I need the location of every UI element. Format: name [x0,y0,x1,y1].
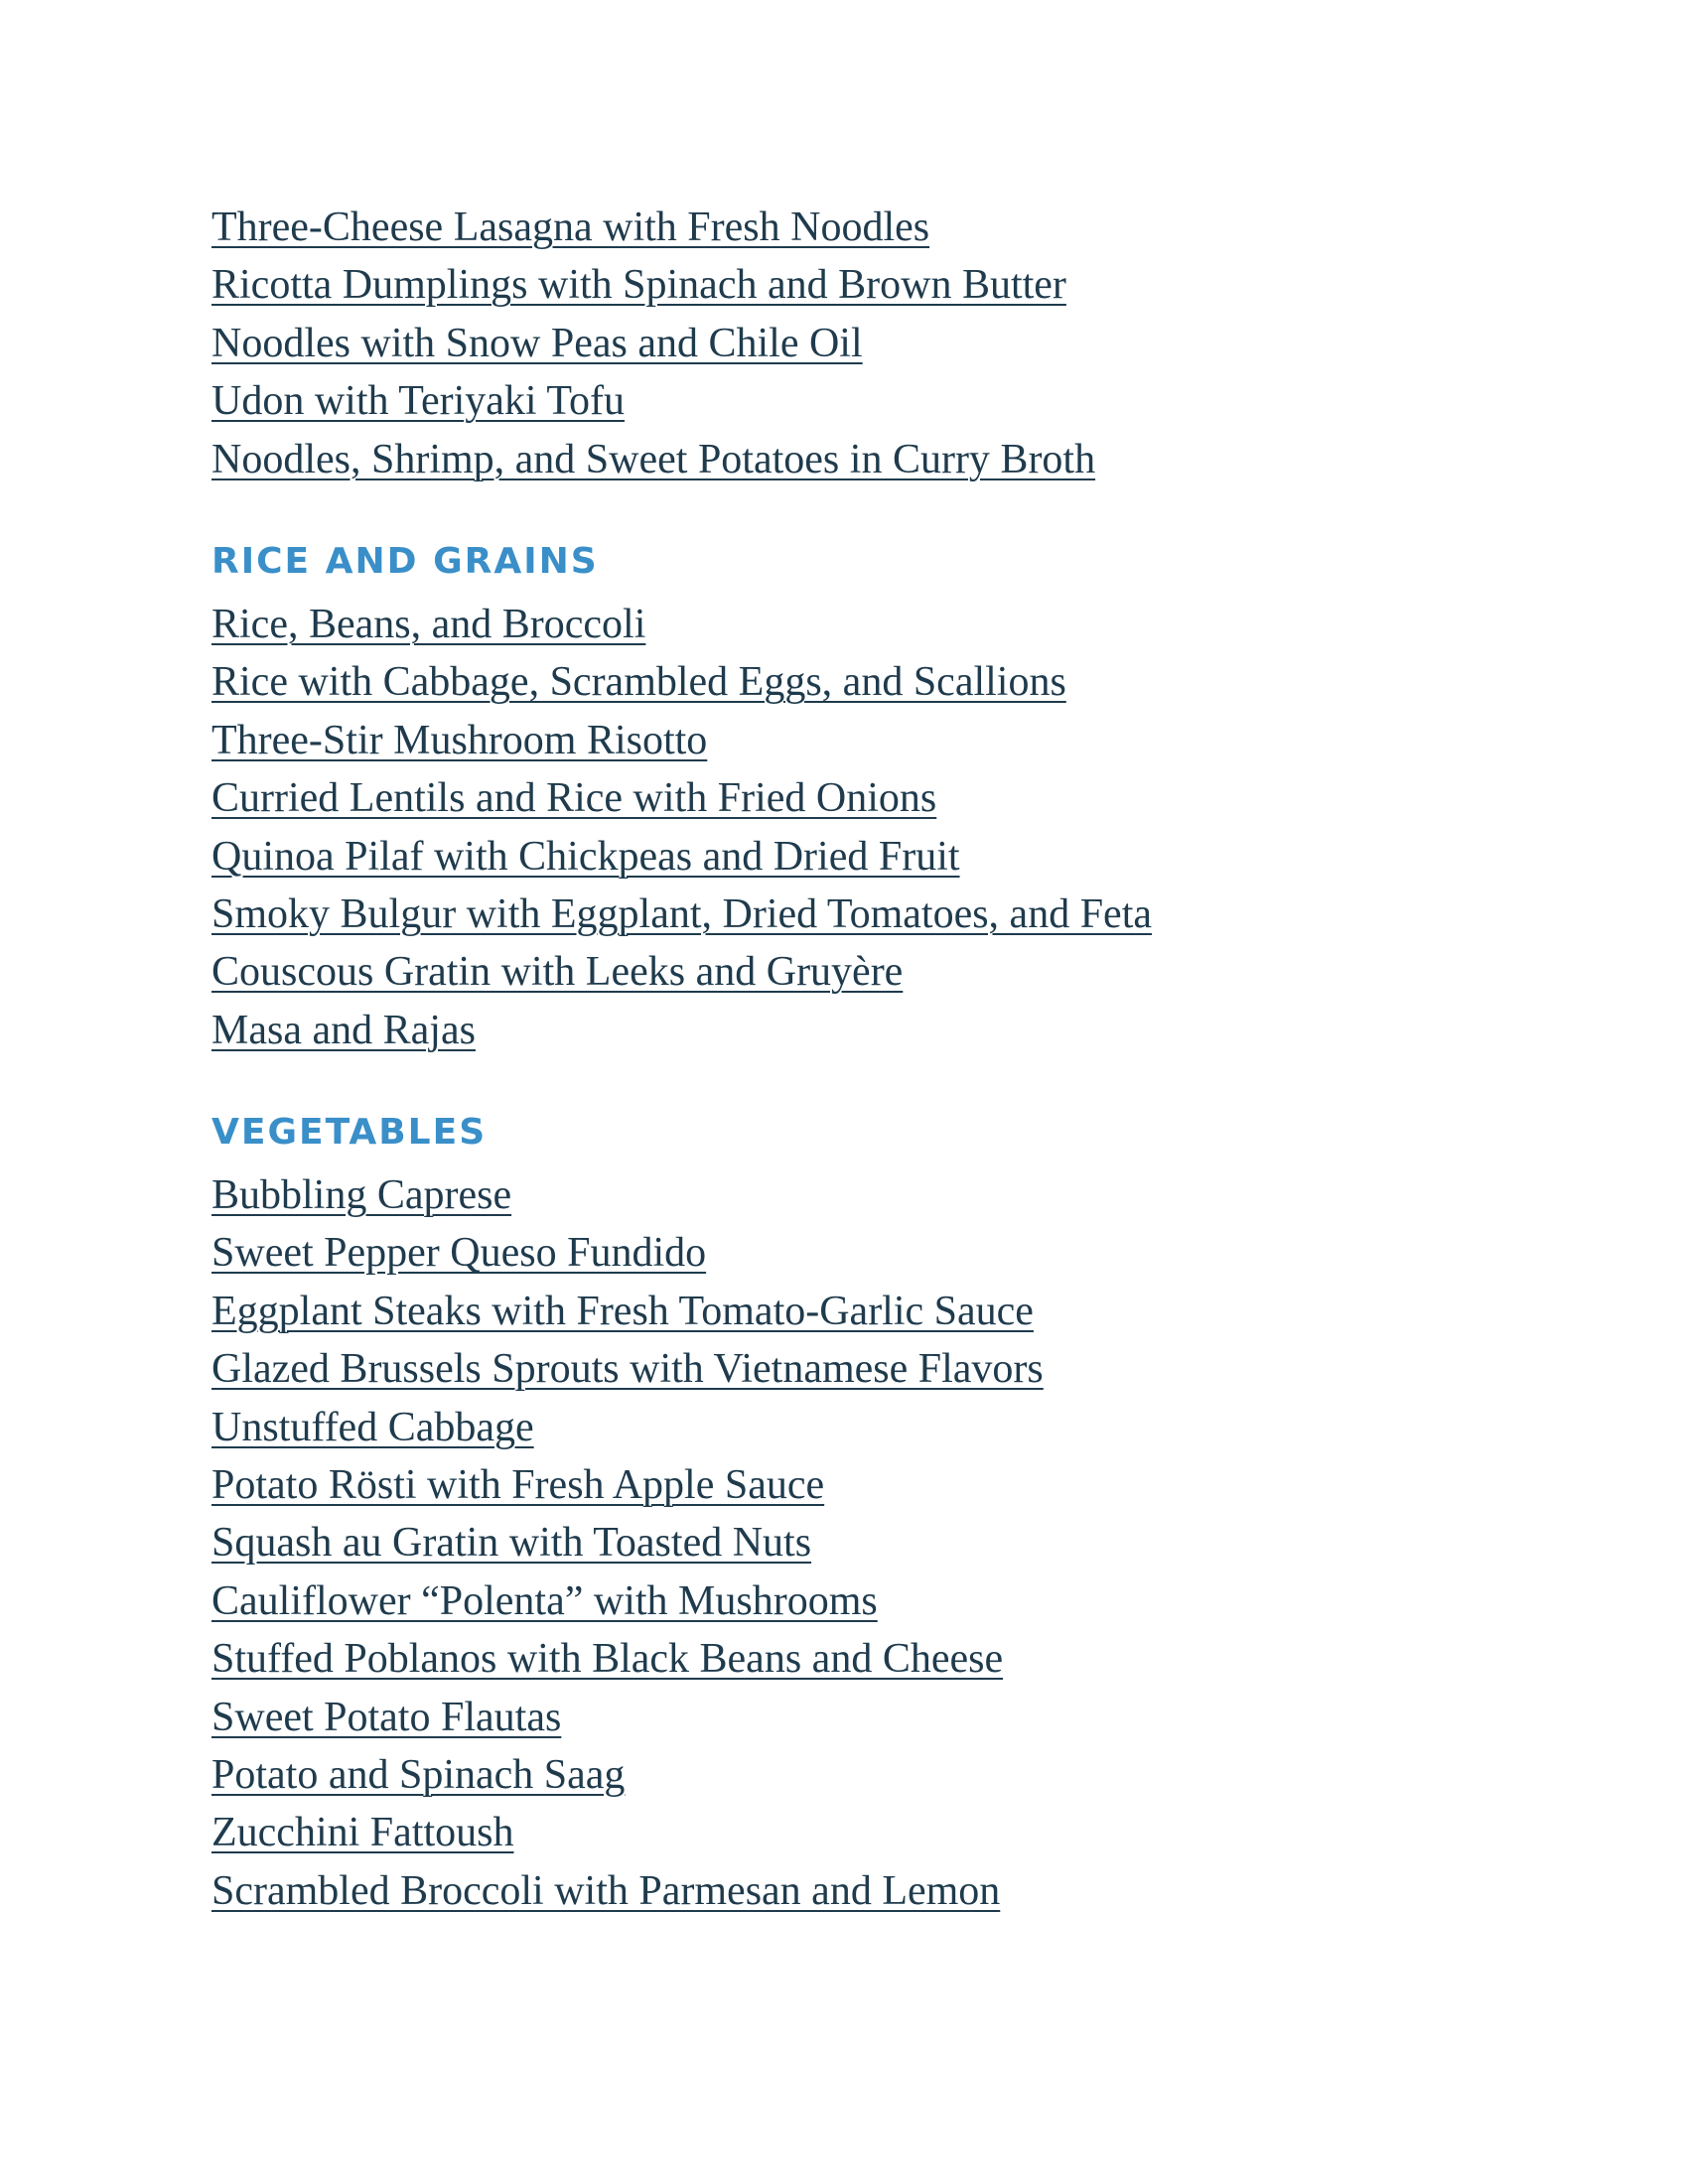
recipe-link[interactable]: Three-Stir Mushroom Risotto [211,717,708,763]
rice-and-grains-recipe-list [211,596,1502,1059]
recipe-link[interactable]: Eggplant Steaks with Fresh Tomato-Garlic Sauce [211,1288,1034,1334]
recipe-link[interactable]: Rice, Beans, and Broccoli [211,601,646,647]
recipe-link[interactable]: Noodles, Shrimp, and Sweet Potatoes in Curry Broth [211,436,1096,482]
list-item [211,828,1502,886]
recipe-link[interactable]: Potato Rösti with Fresh Apple Sauce [211,1462,825,1509]
recipe-link[interactable]: Scrambled Broccoli with Parmesan and Lemon [211,1867,1001,1914]
list-item [211,372,1502,430]
recipe-link[interactable]: Squash au Gratin with Toasted Nuts [211,1520,812,1567]
recipe-link[interactable]: Three-Cheese Lasagna with Fresh Noodles [211,205,930,250]
recipe-link[interactable]: Zucchini Fattoush [211,1810,514,1856]
list-item [211,1002,1502,1059]
recipe-link[interactable]: Quinoa Pilaf with Chickpeas and Dried Fruit [211,833,960,880]
list-item [211,199,1502,256]
section-spacer [211,1059,1502,1099]
list-item [211,596,1502,653]
list-item [211,315,1502,372]
list-item [211,1456,1502,1514]
list-item [211,1399,1502,1456]
list-item [211,1514,1502,1571]
list-item [211,1689,1502,1746]
recipe-link[interactable]: Ricotta Dumplings with Spinach and Brown Butter [211,262,1066,309]
list-item [211,1746,1502,1804]
noodles-recipe-list [211,199,1502,488]
recipe-link[interactable]: Sweet Pepper Queso Fundido [211,1230,707,1277]
recipe-link[interactable]: Rice with Cabbage, Scrambled Eggs, and Scallions [211,659,1066,706]
list-item [211,1862,1502,1920]
recipe-link[interactable]: Curried Lentils and Rice with Fried Onions [211,775,937,822]
recipe-link[interactable]: Potato and Spinach Saag [211,1751,626,1798]
list-item [211,886,1502,943]
list-item [211,653,1502,711]
recipe-contents-page [211,199,1502,1920]
recipe-link[interactable]: Couscous Gratin with Leeks and Gruyère [211,949,904,996]
list-item [211,943,1502,1001]
recipe-link[interactable]: Bubbling Caprese [211,1172,512,1219]
section-heading-vegetables: VEGETABLES [211,1112,488,1154]
recipe-link[interactable]: Masa and Rajas [211,1007,476,1053]
list-item [211,1166,1502,1224]
vegetables-recipe-list [211,1166,1502,1920]
list-item [211,712,1502,769]
list-item [211,1224,1502,1282]
recipe-link[interactable]: Smoky Bulgur with Eggplant, Dried Tomatoes, and Feta [211,890,1153,937]
list-item [211,769,1502,827]
section-spacer [211,488,1502,528]
recipe-link[interactable]: Glazed Brussels Sprouts with Vietnamese Flavors [211,1346,1044,1393]
recipe-link[interactable]: Udon with Teriyaki Tofu [211,378,626,425]
section-heading-rice-and-grains: RICE AND GRAINS [211,540,599,582]
recipe-link[interactable]: Noodles with Snow Peas and Chile Oil [211,320,863,366]
list-item [211,1630,1502,1688]
recipe-link[interactable]: Cauliflower “Polenta” with Mushrooms [211,1577,878,1624]
recipe-link[interactable]: Unstuffed Cabbage [211,1404,534,1450]
list-item [211,1283,1502,1340]
list-item [211,256,1502,314]
recipe-link[interactable]: Sweet Potato Flautas [211,1694,562,1740]
recipe-link[interactable]: Stuffed Poblanos with Black Beans and Cheese [211,1636,1004,1683]
list-item [211,431,1502,488]
list-item [211,1340,1502,1398]
list-item [211,1572,1502,1630]
list-item [211,1804,1502,1861]
